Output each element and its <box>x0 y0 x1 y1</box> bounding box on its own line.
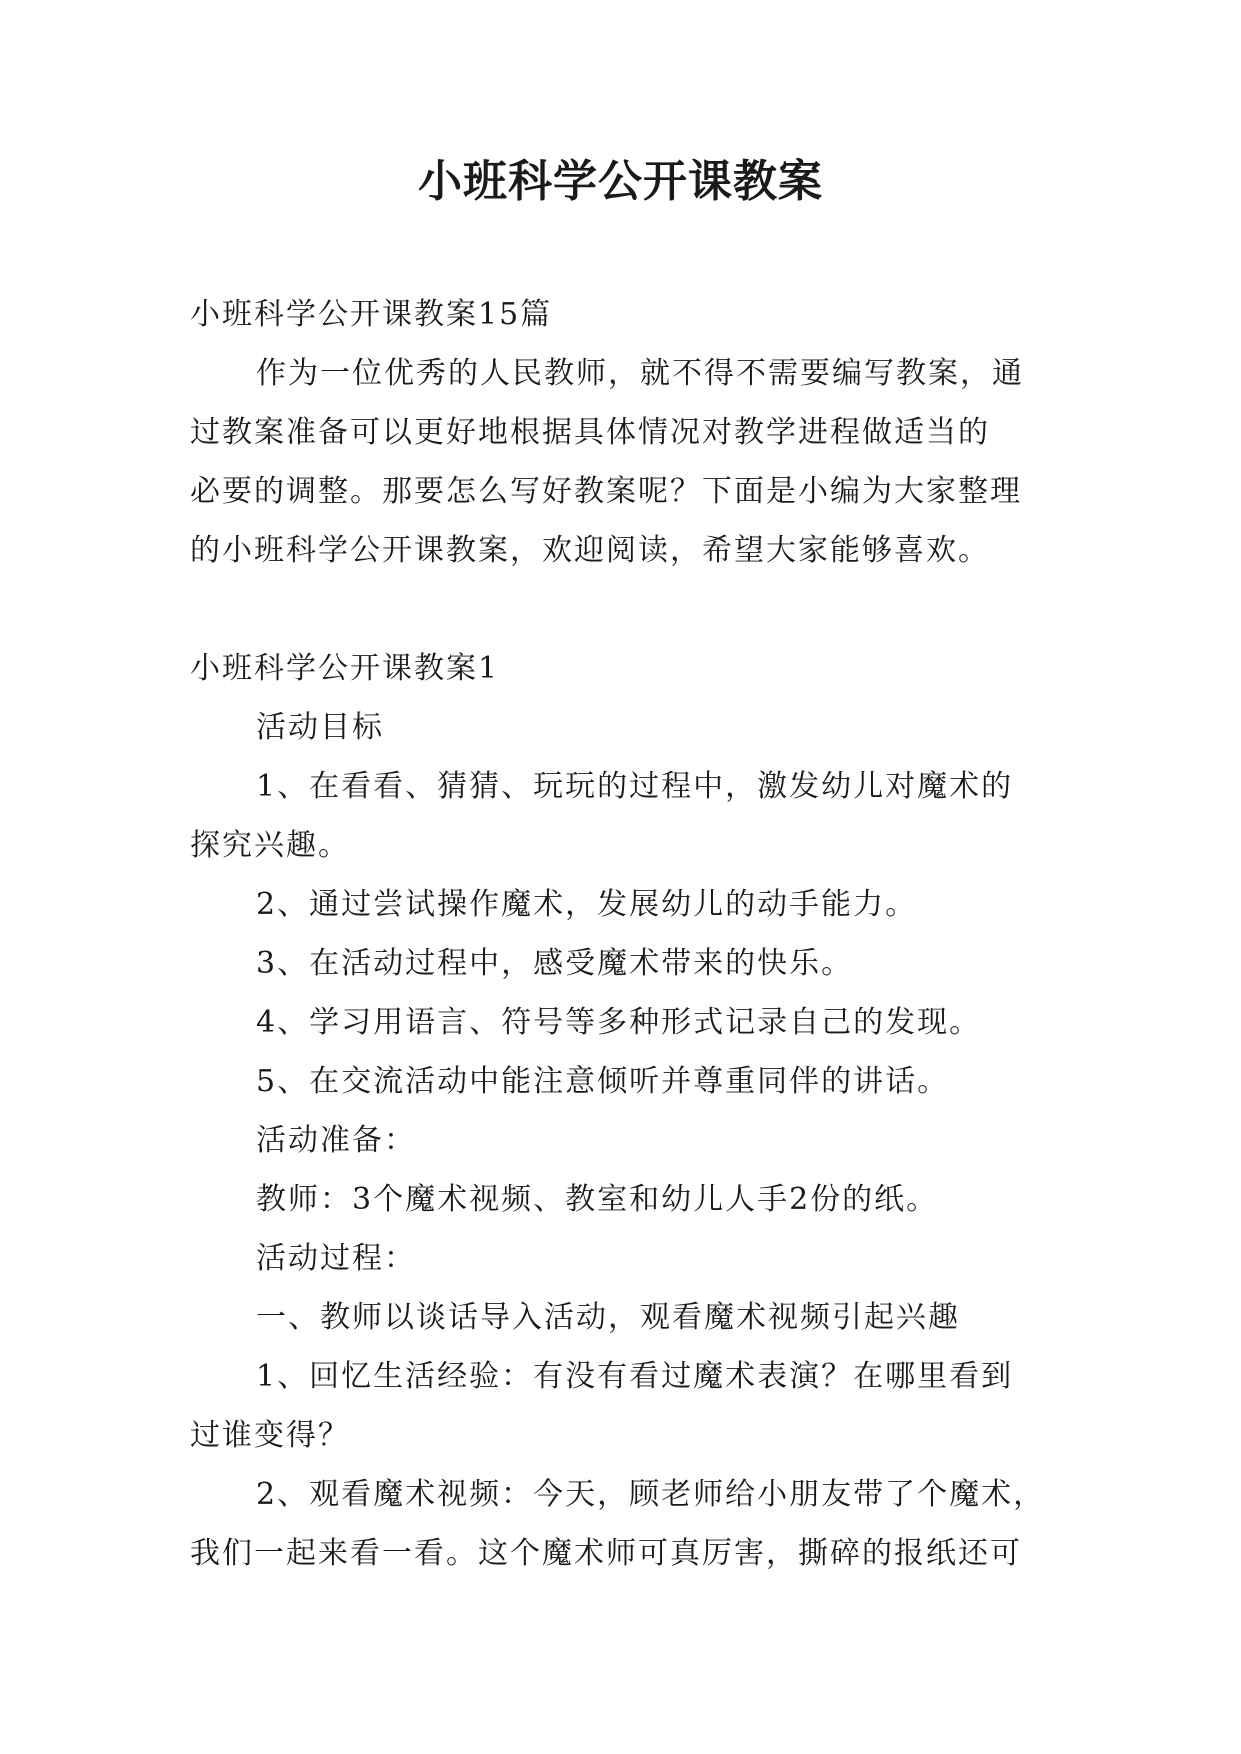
document-title: 小班科学公开课教案 <box>418 156 823 207</box>
paragraph-line: 作为一位优秀的人民教师，就不得不需要编写教案，通 <box>256 356 1024 391</box>
paragraph-line: 必要的调整。那要怎么写好教案呢？下面是小编为大家整理 <box>190 474 1022 509</box>
paragraph-line: 一、教师以谈话导入活动，观看魔术视频引起兴趣 <box>256 1300 960 1335</box>
document-body <box>190 285 1050 1583</box>
paragraph-line: 5、在交流活动中能注意倾听并尊重同伴的讲话。 <box>256 1064 950 1099</box>
paragraph-line: 1、回忆生活经验：有没有看过魔术表演？在哪里看到 <box>256 1359 1014 1394</box>
section-heading: 小班科学公开课教案1 <box>190 651 500 686</box>
paragraph-line: 过谁变得？ <box>190 1418 350 1453</box>
paragraph-line: 过教案准备可以更好地根据具体情况对教学进程做适当的 <box>190 415 990 450</box>
paragraph-line: 活动过程： <box>256 1241 416 1276</box>
paragraph-line: 的小班科学公开课教案，欢迎阅读，希望大家能够喜欢。 <box>190 533 990 568</box>
paragraph-line: 2、观看魔术视频：今天，顾老师给小朋友带了个魔术， <box>256 1477 1046 1512</box>
paragraph-line: 教师：3个魔术视频、教室和幼儿人手2份的纸。 <box>256 1182 939 1217</box>
paragraph-line: 4、学习用语言、符号等多种形式记录自己的发现。 <box>256 1005 982 1040</box>
paragraph-line: 2、通过尝试操作魔术，发展幼儿的动手能力。 <box>256 887 918 922</box>
paragraph-line: 1、在看看、猜猜、玩玩的过程中，激发幼儿对魔术的 <box>256 769 1014 804</box>
paragraph-line: 探究兴趣。 <box>190 828 350 863</box>
subtitle-line: 小班科学公开课教案15篇 <box>190 297 553 332</box>
paragraph-gap <box>190 580 1050 639</box>
paragraph-line: 3、在活动过程中，感受魔术带来的快乐。 <box>256 946 854 981</box>
paragraph-line: 我们一起来看一看。这个魔术师可真厉害，撕碎的报纸还可 <box>190 1536 1022 1571</box>
paragraph-line: 活动准备： <box>256 1123 416 1158</box>
paragraph-line: 活动目标 <box>256 710 384 745</box>
